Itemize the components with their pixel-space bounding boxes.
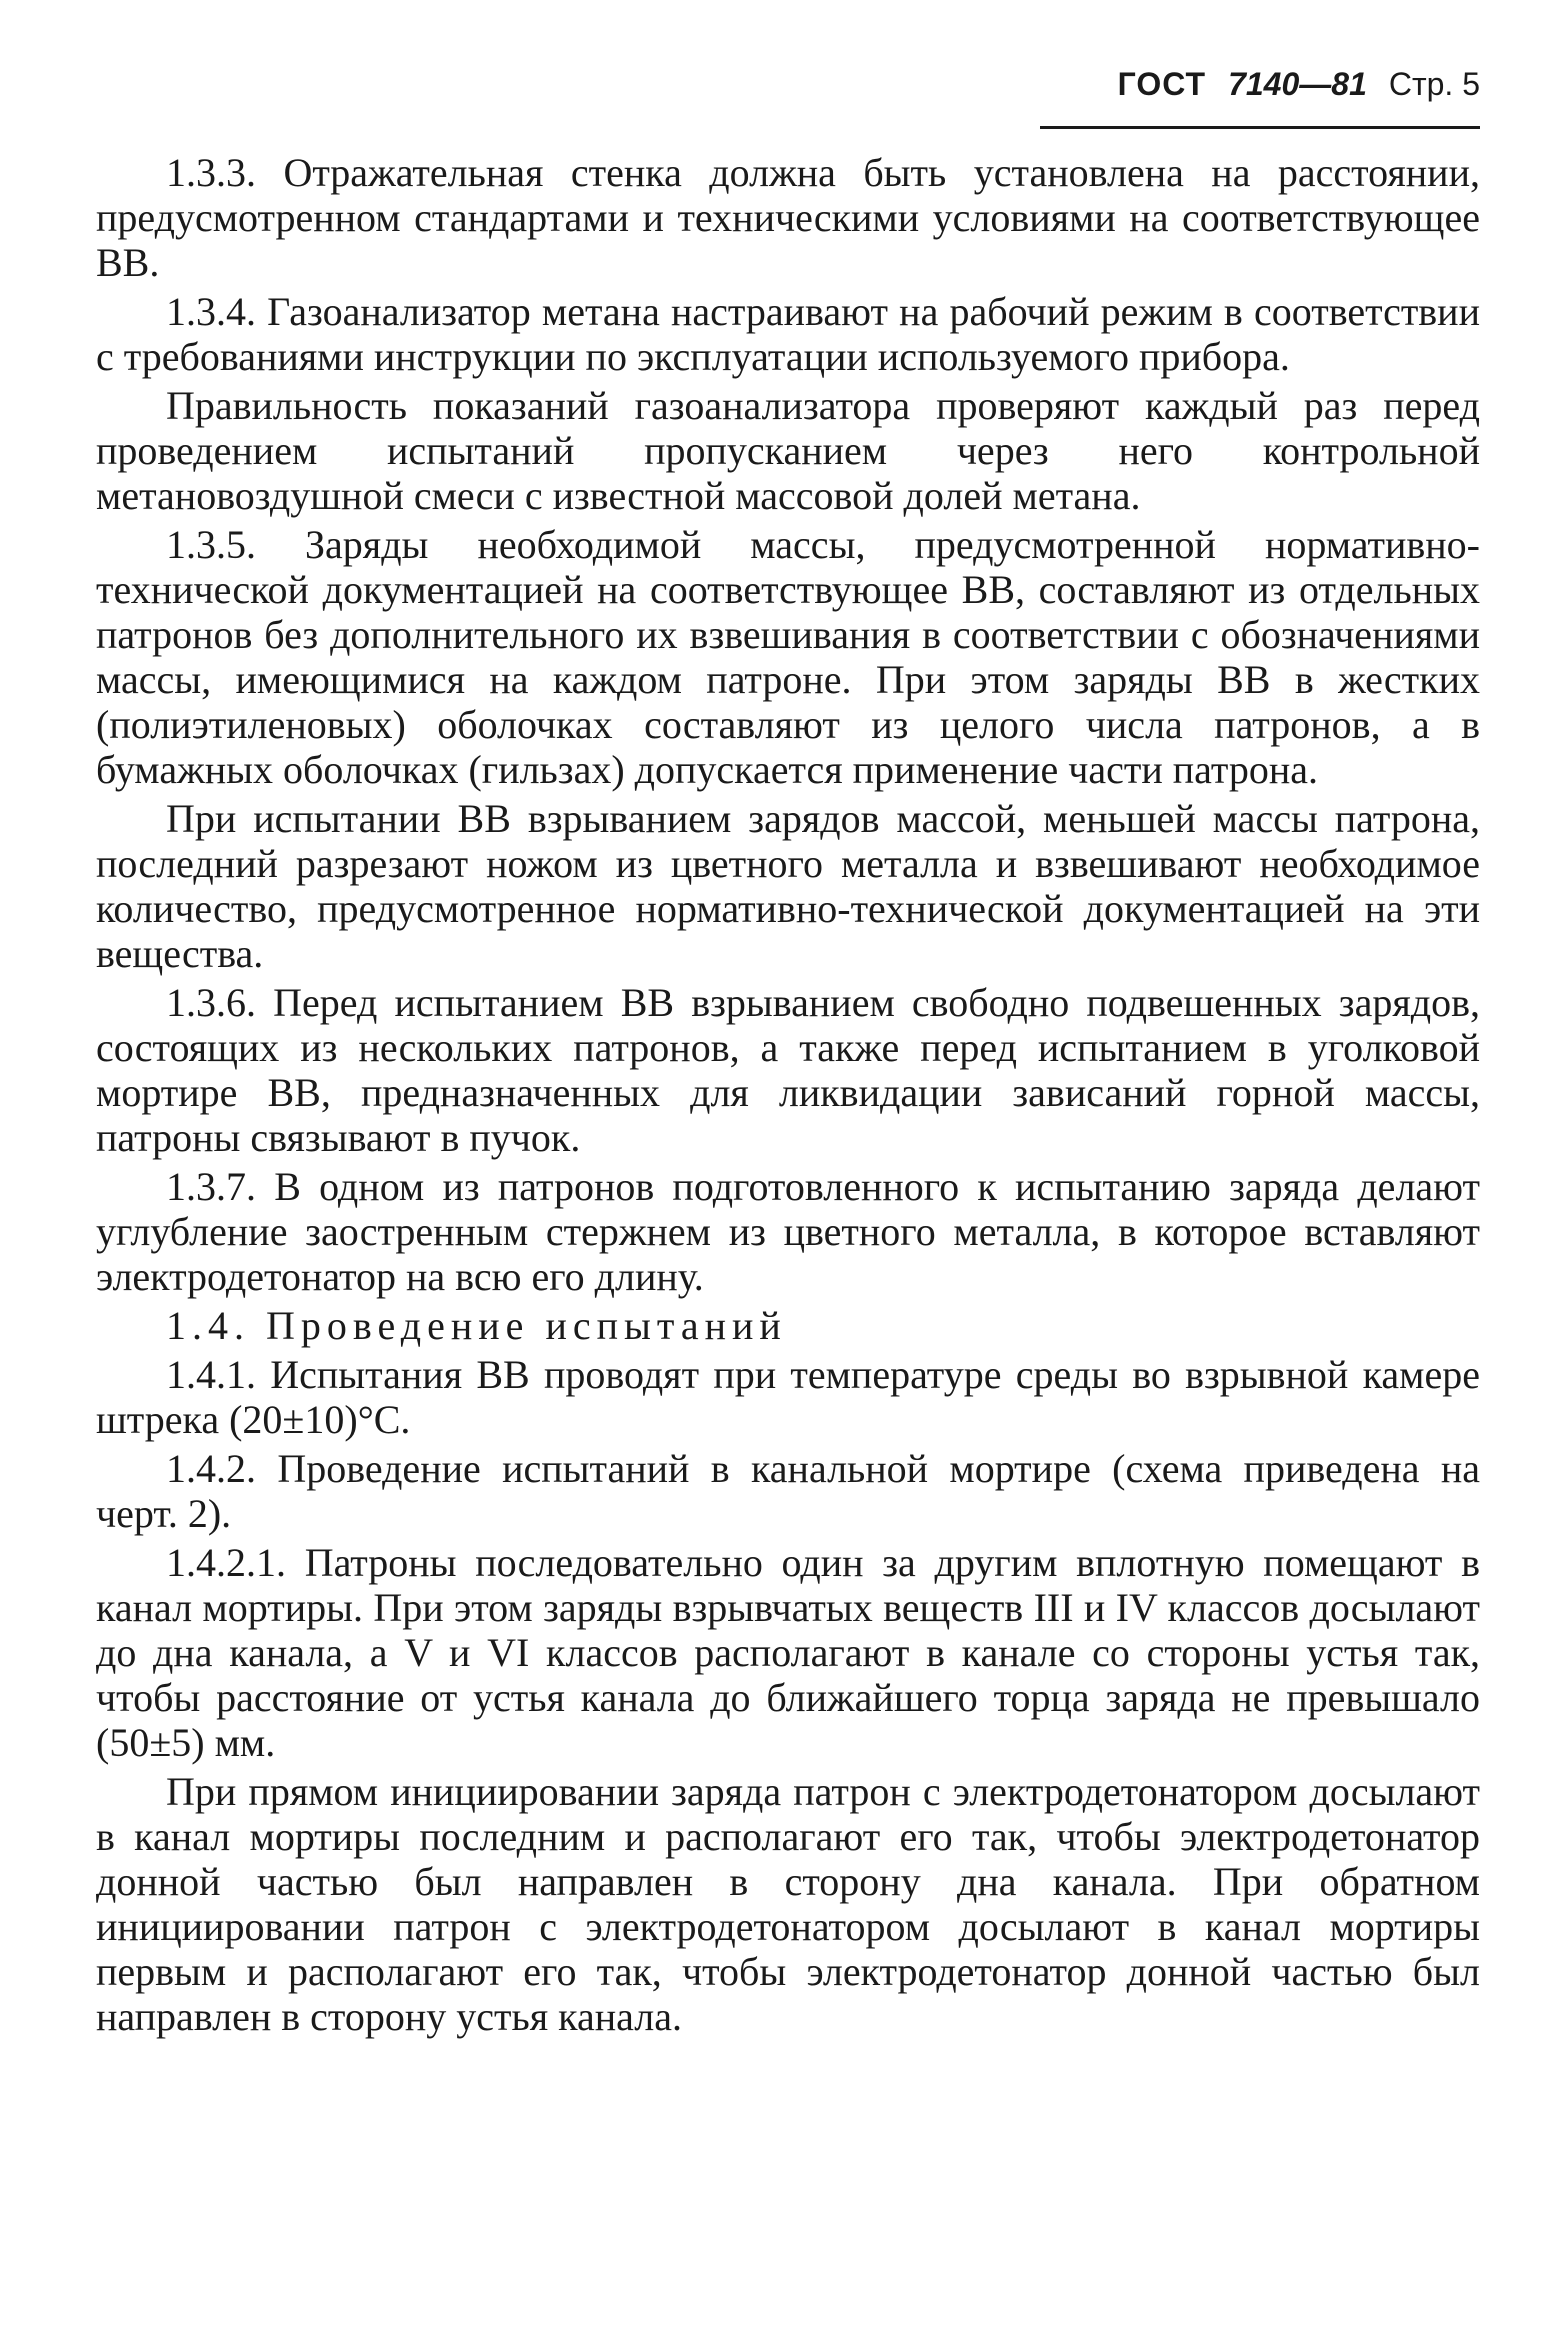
paragraph-charge-cutting: При испытании ВВ взрыванием зарядов массой, меньшей массы патрона, последний разрезают ножом из цветного металла и взвешивают необходимое количество, предусмотренное нормативно-технической документацией на эти вещества. xyxy=(96,796,1480,976)
paragraph-1-3-5: 1.3.5. Заряды необходимой массы, предусмотренной нормативно-технической документацией на соответствующее ВВ, составляют из отдельных патронов без дополнительного их взвешивания в соответствии с обозначениями массы, имеющимися на каждом патроне. При этом заряды ВВ в жестких (полиэтиленовых) оболочках составляют из целого числа патронов, а в бумажных оболочках (гильзах) допускается применение части патрона. xyxy=(96,522,1480,792)
paragraph-1-4-2: 1.4.2. Проведение испытаний в канальной мортире (схема приведена на черт. 2). xyxy=(96,1446,1480,1536)
paragraph-1-3-7: 1.3.7. В одном из патронов подготовленного к испытанию заряда делают углубление заостренным стержнем из цветного металла, в которое вставляют электродетонатор на всю его длину. xyxy=(96,1164,1480,1299)
paragraph-1-3-4: 1.3.4. Газоанализатор метана настраивают на рабочий режим в соответствии с требованиями инструкции по эксплуатации используемого прибора. xyxy=(96,289,1480,379)
standard-number: 7140—81 xyxy=(1228,66,1367,102)
paragraph-initiation: При прямом инициировании заряда патрон с электродетонатором досылают в канал мортиры последним и располагают его так, чтобы электродетонатор донной частью был направлен в сторону дна канала. При обратном инициировании патрон с электродетонатором досылают в канал мортиры первым и располагают его так, чтобы электродетонатор донной частью был направлен в сторону устья канала. xyxy=(96,1769,1480,2039)
document-body xyxy=(96,150,1480,2043)
standard-label: ГОСТ xyxy=(1117,66,1207,102)
page-number: Стр. 5 xyxy=(1388,66,1480,102)
paragraph-1-3-3: 1.3.3. Отражательная стенка должна быть установлена на расстоянии, предусмотренном стандартами и техническими условиями на соответствующее ВВ. xyxy=(96,150,1480,285)
page-header xyxy=(1040,66,1480,129)
paragraph-1-3-6: 1.3.6. Перед испытанием ВВ взрыванием свободно подвешенных зарядов, состоящих из нескольких патронов, а также перед испытанием в уголковой мортире ВВ, предназначенных для ликвидации зависаний горной массы, патроны связывают в пучок. xyxy=(96,980,1480,1160)
section-heading-1-4: 1.4. Проведение испытаний xyxy=(166,1303,787,1348)
paragraph-1-4-1: 1.4.1. Испытания ВВ проводят при температуре среды во взрывной камере штрека (20±10)°С. xyxy=(96,1352,1480,1442)
paragraph-1-4-2-1: 1.4.2.1. Патроны последовательно один за другим вплотную помещают в канал мортиры. При этом заряды взрывчатых веществ III и IV классов досылают до дна канала, а V и VI классов располагают в канале со стороны устья так, чтобы расстояние от устья канала до ближайшего торца заряда не превышало (50±5) мм. xyxy=(96,1540,1480,1765)
paragraph-gas-analyzer-check: Правильность показаний газоанализатора проверяют каждый раз перед проведением испытаний пропусканием через него контрольной метановоздушной смеси с известной массовой долей метана. xyxy=(96,383,1480,518)
